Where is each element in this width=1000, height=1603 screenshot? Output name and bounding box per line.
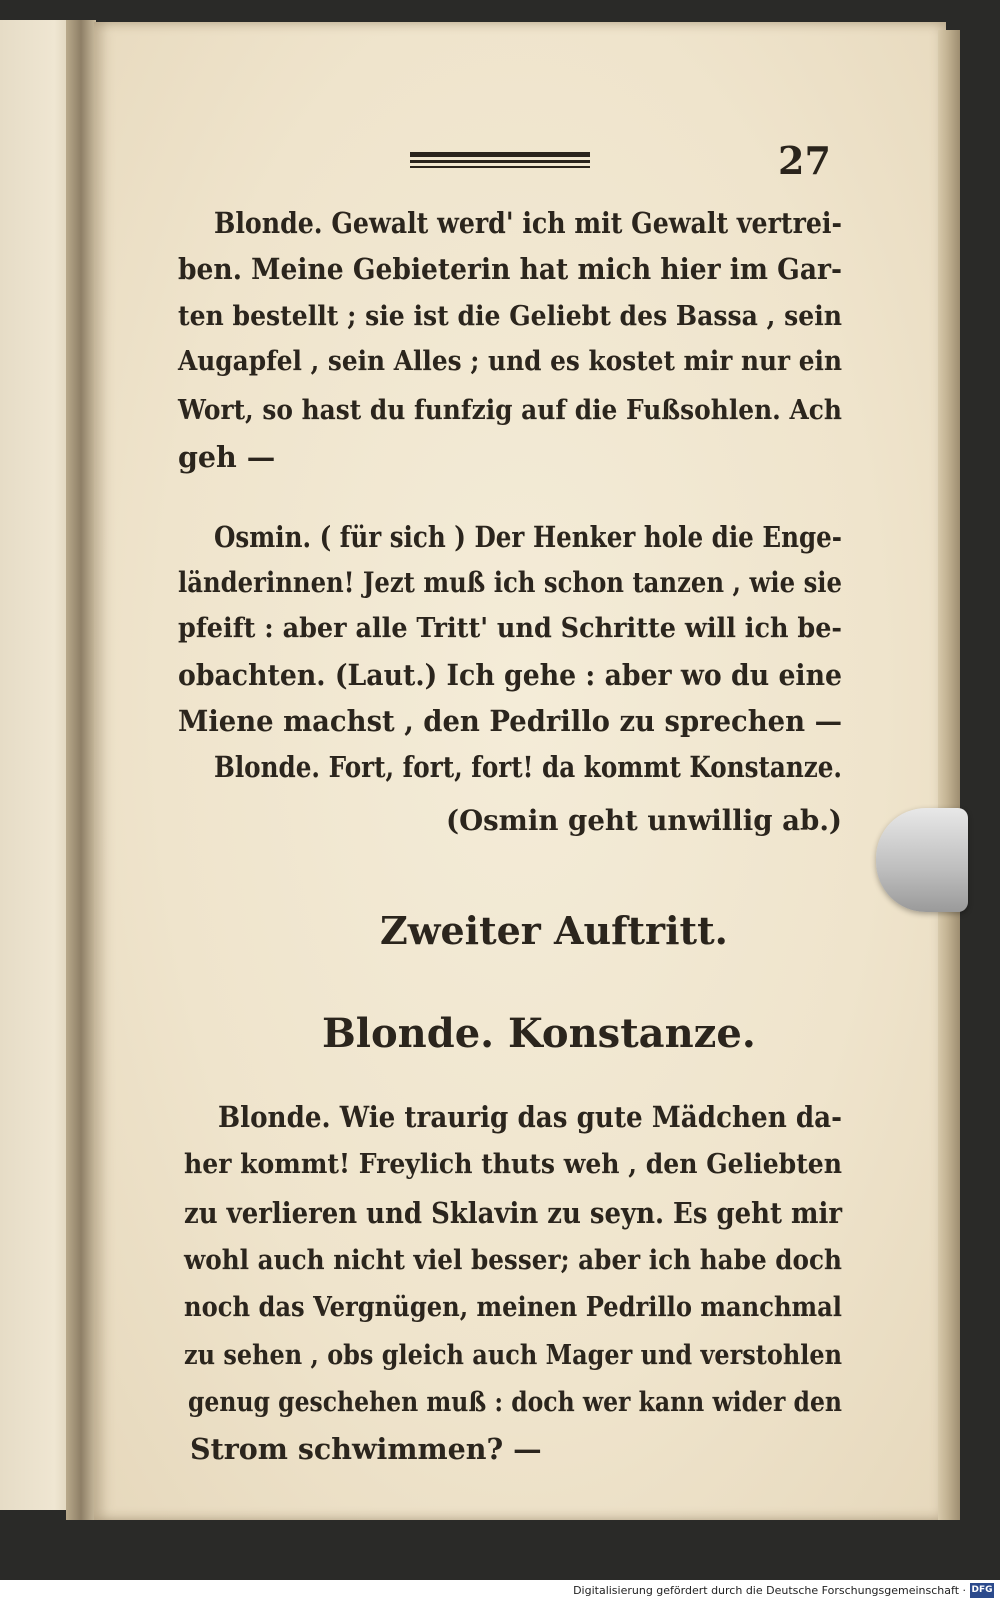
lines_2-line-6: Blonde. Fort, fort, fort! da kommt Konstanze. — [214, 750, 842, 784]
digitization-credit: Digitalisierung gefördert durch die Deutsche Forschungsgemeinschaft · — [573, 1584, 966, 1597]
page-edge — [938, 30, 960, 1520]
lines_3-line-3: zu verlieren und Sklavin zu seyn. Es geht mir — [184, 1196, 842, 1230]
lines_1-line-1: Blonde. Gewalt werd' ich mit Gewalt vertrei- — [214, 206, 842, 240]
dfg-logo: DFG — [970, 1583, 994, 1598]
lines_3-line-7: genug geschehen muß : doch wer kann wider den — [188, 1386, 842, 1418]
lines_1-line-2: ben. Meine Gebieterin hat mich hier im Gar- — [178, 252, 842, 286]
scene-heading: Zweiter Auftritt. — [380, 908, 728, 953]
stage-direction: (Osmin geht unwillig ab.) — [446, 804, 842, 837]
lines_3-line-2: her kommt! Freylich thuts weh , den Geliebten — [184, 1148, 842, 1180]
lines_3-line-5: noch das Vergnügen, meinen Pedrillo manchmal — [184, 1292, 842, 1323]
book-gutter — [66, 20, 96, 1520]
lines_3-line-6: zu sehen , obs gleich auch Mager und verstohlen — [184, 1340, 842, 1371]
lines_2-line-2: länderinnen! Jezt muß ich schon tanzen , wie sie — [178, 566, 842, 599]
lines_1-line-3: ten bestellt ; sie ist die Geliebt des Bassa , sein — [178, 300, 842, 332]
page-number: 27 — [778, 138, 831, 183]
lines_3-line-4: wohl auch nicht viel besser; aber ich habe doch — [184, 1244, 842, 1276]
lines_3-line-1: Blonde. Wie traurig das gute Mädchen da- — [218, 1100, 842, 1134]
lines_2-line-3: pfeift : aber alle Tritt' und Schritte will ich be- — [178, 612, 842, 644]
lines_1-line-5: Wort, so hast du funfzig auf die Fußsohlen. Ach — [178, 394, 842, 426]
lines_2-line-5: Miene machst , den Pedrillo zu sprechen — — [178, 704, 842, 738]
lines_3-line-8: Strom schwimmen? — — [190, 1432, 542, 1466]
lines_1-line-6: geh — — [178, 440, 276, 474]
scene-characters: Blonde. Konstanze. — [322, 1010, 756, 1057]
lines_2-line-1: Osmin. ( für sich ) Der Henker hole die Enge- — [214, 520, 842, 554]
lines_2-line-4: obachten. (Laut.) Ich gehe : aber wo du eine — [178, 658, 842, 692]
lines_1-line-4: Augapfel , sein Alles ; und es kostet mir nur ein — [178, 346, 842, 377]
header-rule — [410, 152, 590, 171]
page-clip — [876, 808, 968, 912]
